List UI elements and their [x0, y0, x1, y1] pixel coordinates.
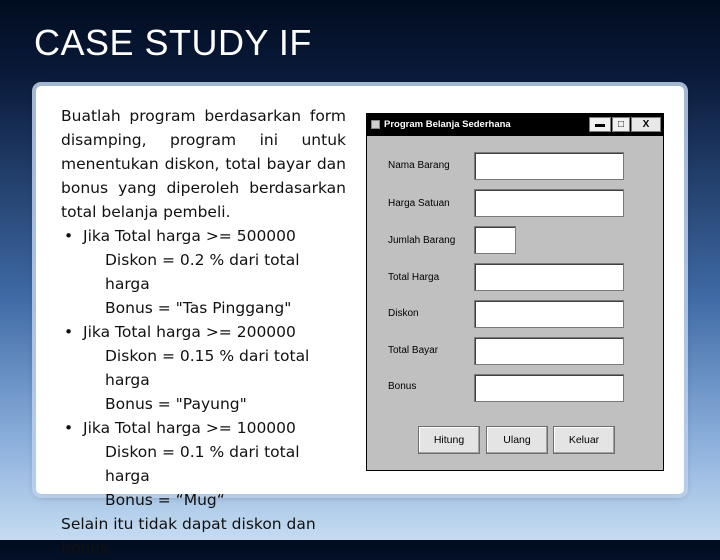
window-titlebar[interactable] — [367, 114, 663, 136]
bonus-text: Bonus = "Payung" — [105, 395, 247, 413]
window-title: Program Belanja Sederhana — [384, 119, 511, 130]
maximize-button[interactable]: □ — [612, 117, 630, 132]
jumlah-barang-label: Jumlah Barang — [388, 235, 456, 246]
keluar-button[interactable]: Keluar — [553, 426, 615, 454]
close-button[interactable]: X — [631, 117, 661, 132]
condition-text: Jika Total harga >= 500000 — [83, 227, 296, 245]
condition-text: Jika Total harga >= 100000 — [83, 419, 296, 437]
total-bayar-label: Total Bayar — [388, 345, 439, 356]
ulang-button[interactable]: Ulang — [486, 426, 548, 454]
condition-item — [61, 416, 346, 512]
harga-satuan-input[interactable] — [474, 189, 624, 217]
minimize-button[interactable]: ▬ — [589, 117, 611, 132]
diskon-text: Diskon = 0.2 % dari total harga — [105, 251, 300, 293]
closing-text: Selain itu tidak dapat diskon dan bonus — [61, 515, 316, 557]
bullet-icon: • — [64, 419, 74, 437]
program-window — [366, 113, 664, 471]
bonus-input[interactable] — [474, 374, 624, 402]
jumlah-barang-input[interactable] — [474, 226, 516, 254]
bonus-text: Bonus = “Mug“ — [105, 491, 225, 509]
case-description — [61, 104, 346, 560]
bonus-label: Bonus — [388, 381, 417, 392]
total-bayar-input[interactable] — [474, 337, 624, 365]
diskon-label: Diskon — [388, 308, 419, 319]
condition-text: Jika Total harga >= 200000 — [83, 323, 296, 341]
bullet-icon: • — [64, 227, 74, 245]
nama-barang-label: Nama Barang — [388, 160, 450, 171]
diskon-text: Diskon = 0.1 % dari total harga — [105, 443, 300, 485]
diskon-text: Diskon = 0.15 % dari total harga — [105, 347, 310, 389]
total-harga-input[interactable] — [474, 263, 624, 291]
bullet-icon: • — [64, 323, 74, 341]
diskon-input[interactable] — [474, 300, 624, 328]
hitung-button[interactable]: Hitung — [418, 426, 480, 454]
condition-item — [61, 224, 346, 320]
condition-item — [61, 320, 346, 416]
harga-satuan-label: Harga Satuan — [388, 198, 450, 209]
total-harga-label: Total Harga — [388, 272, 440, 283]
intro-paragraph: Buatlah program berdasarkan form disamping, program ini untuk menentukan diskon, total bayar dan bonus yang diperoleh berdasarkan total belanja pembeli. — [61, 107, 346, 221]
app-icon — [371, 120, 380, 129]
bonus-text: Bonus = "Tas Pinggang" — [105, 299, 292, 317]
slide-title: CASE STUDY IF — [34, 22, 312, 63]
form-client-area — [370, 138, 660, 467]
nama-barang-input[interactable] — [474, 152, 624, 180]
